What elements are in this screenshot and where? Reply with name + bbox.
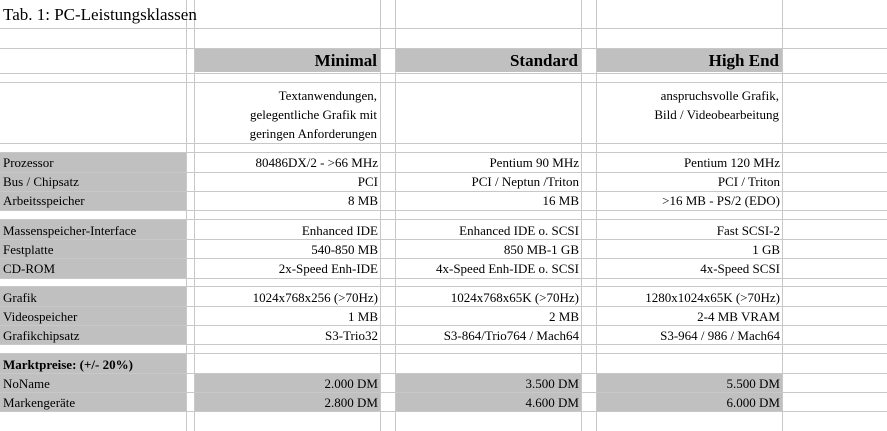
price-minimal: 2.800 DM (324, 395, 378, 410)
price-standard: 4.600 DM (525, 395, 579, 410)
cell-highend: 4x-Speed SCSI (700, 261, 780, 276)
cell-standard: 850 MB-1 GB (503, 242, 579, 257)
cell-minimal: PCI (357, 174, 378, 189)
description-minimal-line-2: gelegentliche Grafik mit (249, 107, 377, 122)
cell-highend: >16 MB - PS/2 (EDO) (662, 193, 780, 208)
row-label: Festplatte (3, 242, 54, 257)
row-label: Massenspeicher-Interface (3, 223, 137, 238)
price-standard: 3.500 DM (525, 376, 579, 391)
cell-standard: 16 MB (542, 193, 579, 208)
cell-standard: 1024x768x65K (>70Hz) (450, 290, 579, 305)
grid-row-line (0, 219, 887, 220)
cell-highend: 1280x1024x65K (>70Hz) (645, 290, 780, 305)
grid-row-line (0, 325, 887, 326)
cell-minimal: 8 MB (348, 193, 378, 208)
row-label: Grafik (3, 290, 37, 305)
cell-minimal: 2x-Speed Enh-IDE (278, 261, 378, 276)
grid-row-line (0, 143, 887, 144)
grid-row-line (0, 28, 887, 29)
cell-minimal: 1 MB (348, 309, 378, 324)
cell-minimal: 1024x768x256 (>70Hz) (252, 290, 378, 305)
cell-minimal: 80486DX/2 - >66 MHz (255, 155, 378, 170)
grid-row-line (0, 258, 887, 259)
row-label: Markengeräte (3, 395, 76, 410)
row-label: Prozessor (3, 155, 54, 170)
row-label: Bus / Chipsatz (3, 174, 79, 189)
grid-row-line (0, 73, 887, 74)
cell-highend: Fast SCSI-2 (716, 223, 780, 238)
grid-col-line (380, 0, 381, 431)
grid-col-line (186, 0, 187, 431)
cell-highend: 1 GB (752, 242, 780, 257)
price-highend: 5.500 DM (726, 376, 780, 391)
cell-standard: S3-864/Trio764 / Mach64 (443, 328, 579, 343)
description-highend-line-1: anspruchsvolle Grafik, (660, 88, 779, 103)
grid-row-line (0, 411, 887, 412)
cell-highend: 2-4 MB VRAM (697, 309, 780, 324)
grid-row-line (0, 82, 887, 83)
grid-row-line (0, 344, 887, 345)
row-label: Grafikchipsatz (3, 328, 80, 343)
row-label: Videospeicher (3, 309, 78, 324)
column-header-highend: High End (708, 51, 779, 70)
cell-standard: 4x-Speed Enh-IDE o. SCSI (436, 261, 579, 276)
grid-row-line (0, 373, 887, 374)
cell-minimal: 540-850 MB (311, 242, 378, 257)
grid-col-line (581, 0, 582, 431)
cell-standard: Pentium 90 MHz (489, 155, 579, 170)
grid-row-line (0, 286, 887, 287)
cell-standard: PCI / Neptun /Triton (471, 174, 579, 189)
cell-highend: PCI / Triton (717, 174, 780, 189)
cell-highend: Pentium 120 MHz (683, 155, 780, 170)
cell-highend: S3-964 / 986 / Mach64 (660, 328, 780, 343)
description-minimal-line-3: geringen Anforderungen (249, 126, 377, 141)
row-label: Arbeitsspeicher (3, 193, 85, 208)
cell-minimal: S3-Trio32 (325, 328, 378, 343)
price-highend: 6.000 DM (726, 395, 780, 410)
row-label: NoName (3, 376, 50, 391)
grid-col-line (782, 0, 783, 431)
price-minimal: 2.000 DM (324, 376, 378, 391)
description-highend-line-2: Bild / Videobearbeitung (654, 107, 779, 122)
grid-row-line (0, 392, 887, 393)
grid-row-line (0, 306, 887, 307)
row-label: CD-ROM (3, 261, 56, 276)
cell-minimal: Enhanced IDE (301, 223, 378, 238)
cell-standard: 2 MB (549, 309, 579, 324)
column-header-minimal: Minimal (314, 51, 377, 70)
prices-heading: Marktpreise: (+/- 20%) (3, 357, 133, 372)
grid-row-line (0, 239, 887, 240)
grid-row-line (0, 278, 887, 279)
column-header-standard: Standard (509, 51, 578, 70)
cell-standard: Enhanced IDE o. SCSI (459, 223, 579, 238)
grid-row-line (0, 210, 887, 211)
table-title: Tab. 1: PC-Leistungsklassen (3, 5, 197, 24)
grid-row-line (0, 152, 887, 153)
description-minimal-line-1: Textanwendungen, (278, 88, 377, 103)
grid-row-line (0, 353, 887, 354)
